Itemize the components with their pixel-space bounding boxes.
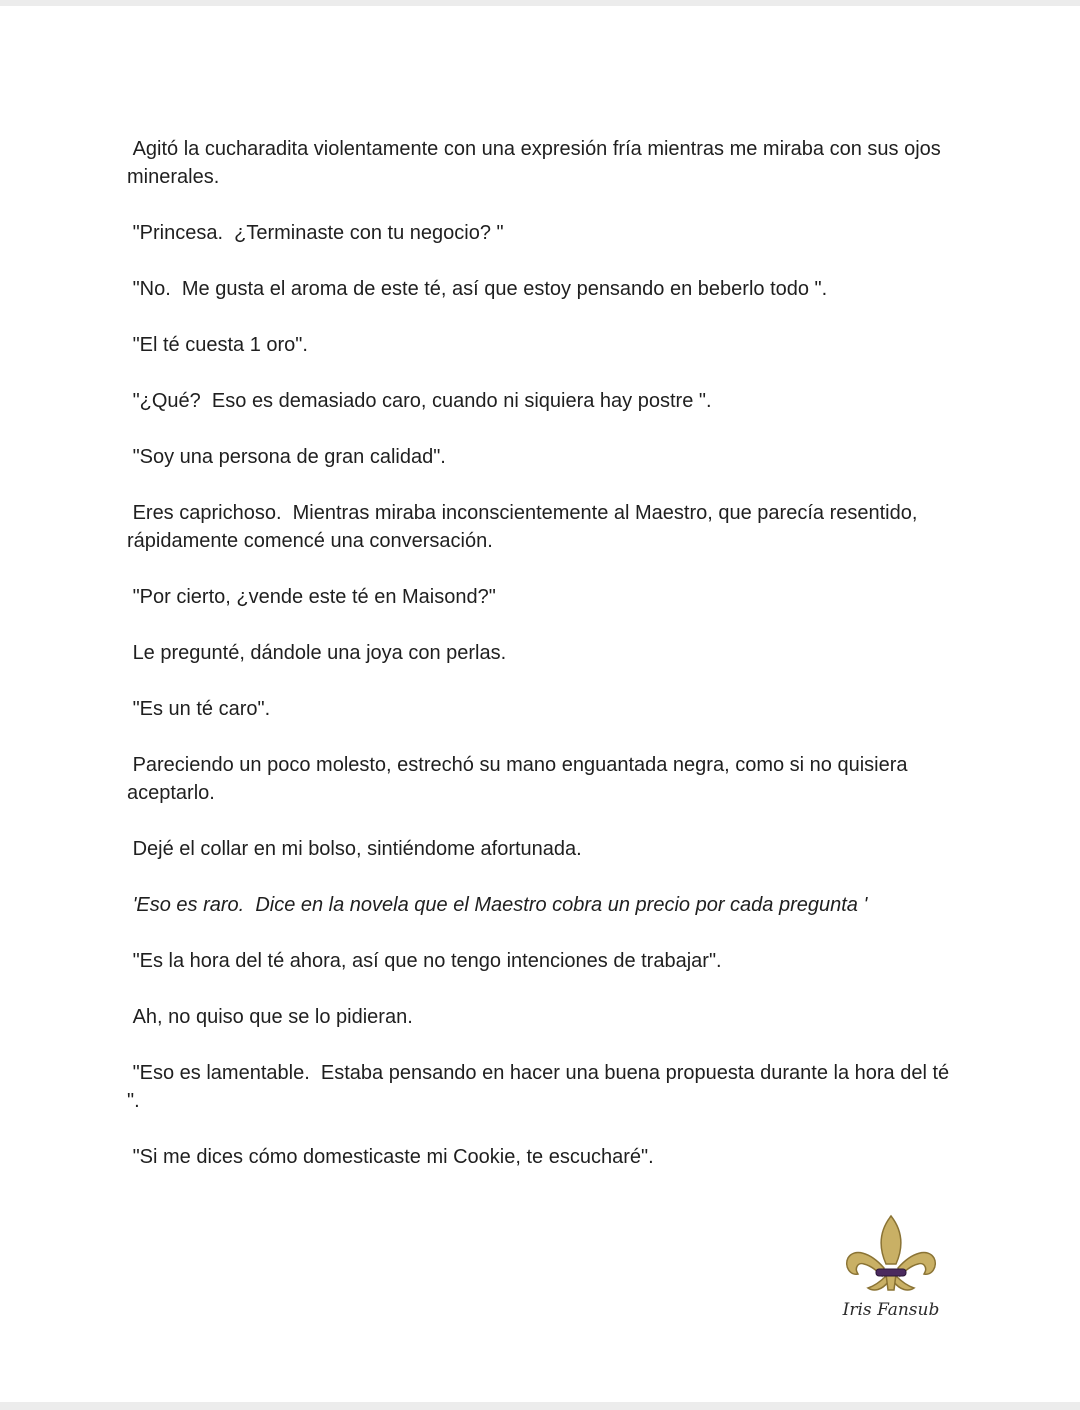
paragraph: "Eso es lamentable. Estaba pensando en hacer una buena propuesta durante la hora del té ". <box>127 1062 955 1112</box>
paragraph: "Princesa. ¿Terminaste con tu negocio? " <box>127 222 504 244</box>
paragraph: "¿Qué? Eso es demasiado caro, cuando ni siquiera hay postre ". <box>127 390 712 412</box>
document-body <box>127 135 957 1199</box>
paragraph: "Es un té caro". <box>127 698 271 720</box>
paragraph: "Por cierto, ¿vende este té en Maisond?" <box>127 586 496 608</box>
paragraph: Agitó la cucharadita violentamente con una expresión fría mientras me miraba con sus ojos minerales. <box>127 138 947 188</box>
paragraph: 'Eso es raro. Dice en la novela que el Maestro cobra un precio por cada pregunta ' <box>127 894 868 916</box>
paragraph: "Si me dices cómo domesticaste mi Cookie, te escucharé". <box>127 1146 654 1168</box>
document-page <box>0 6 1080 1402</box>
paragraph: "Soy una persona de gran calidad". <box>127 446 446 468</box>
paragraph: "No. Me gusta el aroma de este té, así que estoy pensando en beberlo todo ". <box>127 278 828 300</box>
logo-text: Iris Fansub <box>842 1300 940 1320</box>
paragraph: "Es la hora del té ahora, así que no tengo intenciones de trabajar". <box>127 950 722 972</box>
iris-fansub-logo <box>836 1212 946 1332</box>
fleur-de-lis-icon <box>836 1212 946 1302</box>
paragraph: Dejé el collar en mi bolso, sintiéndome afortunada. <box>127 838 582 860</box>
paragraph: Le pregunté, dándole una joya con perlas. <box>127 642 507 664</box>
paragraph: Pareciendo un poco molesto, estrechó su mano enguantada negra, como si no quisiera aceptarlo. <box>127 754 914 804</box>
paragraph: "El té cuesta 1 oro". <box>127 334 308 356</box>
paragraph: Eres caprichoso. Mientras miraba inconscientemente al Maestro, que parecía resentido, rápidamente comencé una conversación. <box>127 502 923 552</box>
paragraph: Ah, no quiso que se lo pidieran. <box>127 1006 413 1028</box>
